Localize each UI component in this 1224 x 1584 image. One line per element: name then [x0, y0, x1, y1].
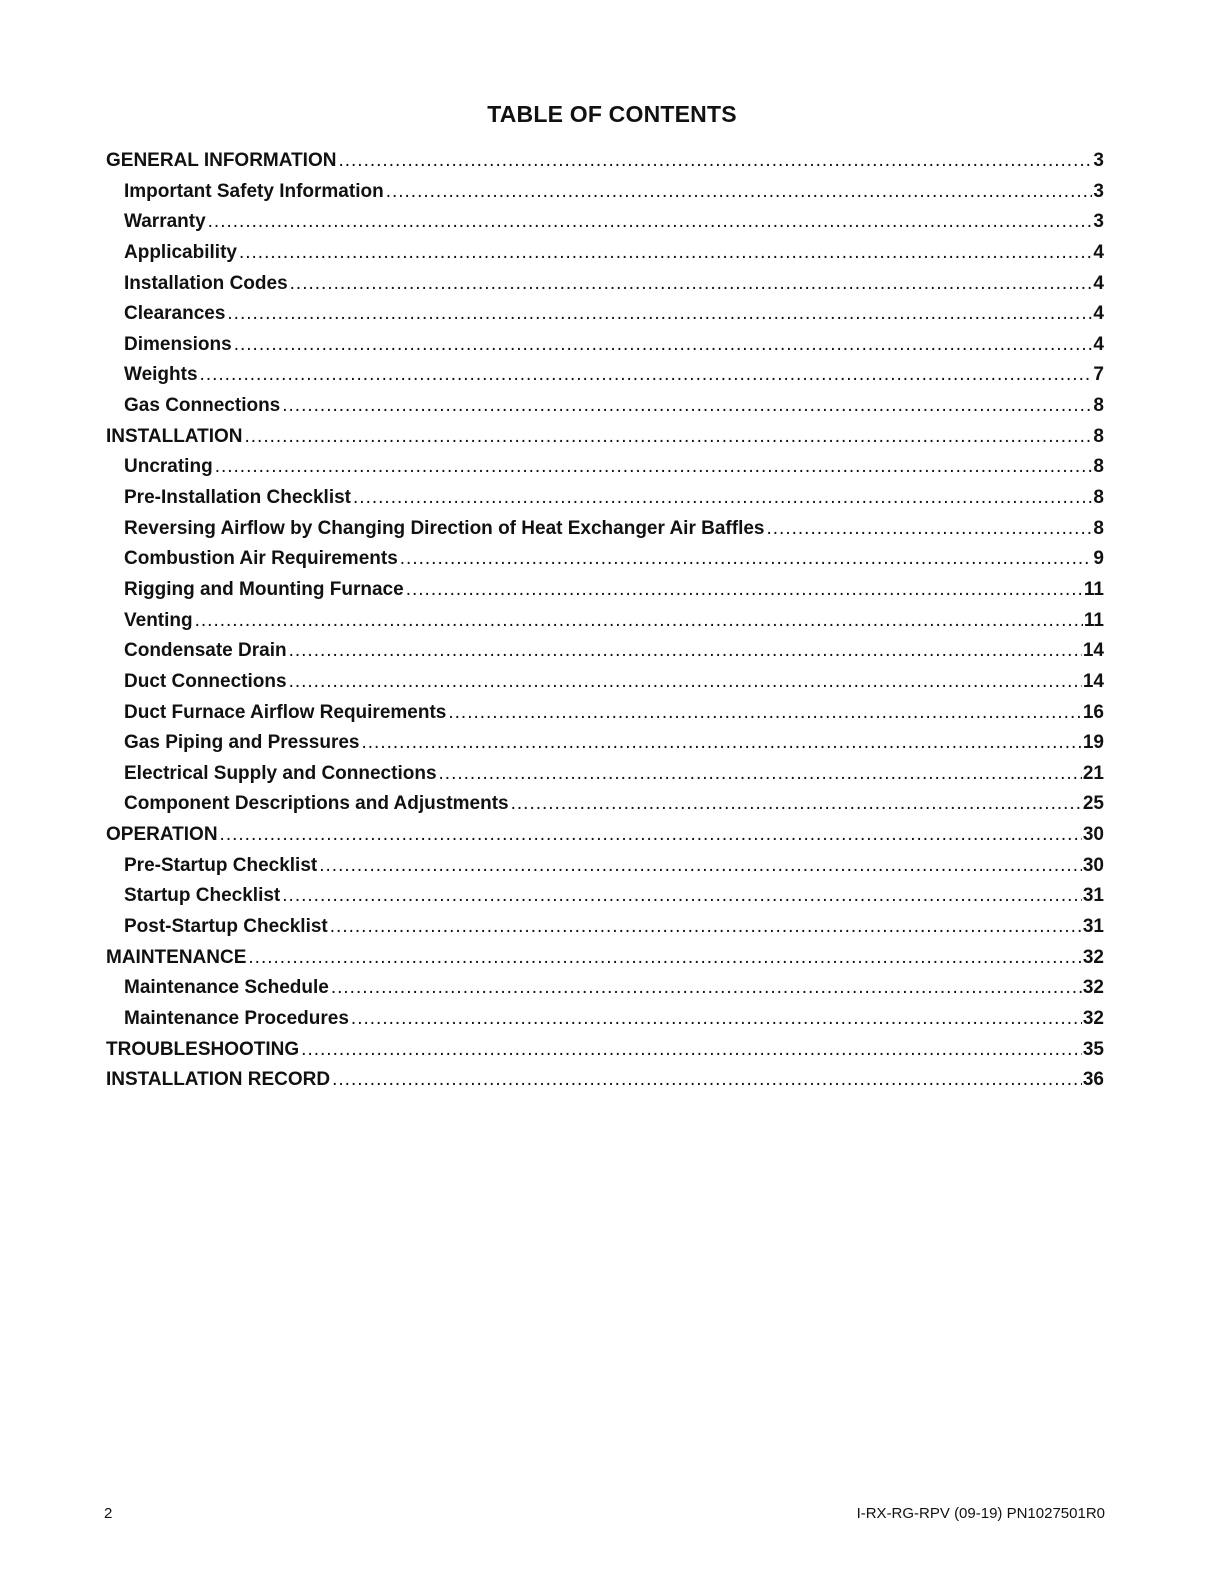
toc-entry-page: 35 — [1082, 1038, 1104, 1060]
toc-entry-troubleshooting[interactable] — [106, 1039, 1104, 1070]
toc-entry-dimensions[interactable] — [106, 334, 1104, 365]
dot-leader — [400, 548, 1093, 570]
toc-entry-label: Dimensions — [124, 333, 232, 355]
toc-entry-page: 31 — [1082, 885, 1104, 907]
toc-entry-page: 31 — [1082, 916, 1104, 938]
toc-entry-label: Electrical Supply and Connections — [124, 762, 437, 784]
toc-entry-rigging-and-mounting-furnace[interactable] — [106, 579, 1104, 610]
toc-entry-page: 32 — [1082, 1007, 1104, 1029]
dot-leader — [289, 640, 1082, 662]
dot-leader — [239, 242, 1092, 264]
toc-entry-page: 7 — [1093, 364, 1104, 386]
dot-leader — [361, 732, 1081, 754]
toc-entry-label: Uncrating — [124, 456, 213, 478]
dot-leader — [290, 273, 1093, 295]
toc-entry-important-safety-information[interactable] — [106, 181, 1104, 212]
toc-entry-page: 30 — [1082, 854, 1104, 876]
toc-entry-label: Maintenance Schedule — [124, 977, 329, 999]
toc-entry-duct-furnace-airflow-requirements[interactable] — [106, 702, 1104, 733]
dot-leader — [289, 671, 1082, 693]
toc-entry-label: Reversing Airflow by Changing Direction of Heat Exchanger Air Baffles — [124, 517, 765, 539]
toc-entry-installation-codes[interactable] — [106, 273, 1104, 304]
toc-entry-page: 8 — [1093, 456, 1104, 478]
toc-entry-installation-record[interactable] — [106, 1069, 1104, 1100]
toc-entry-label: Rigging and Mounting Furnace — [124, 578, 404, 600]
toc-entry-duct-connections[interactable] — [106, 671, 1104, 702]
toc-entry-label: OPERATION — [106, 824, 218, 846]
toc-entry-label: Applicability — [124, 241, 237, 263]
dot-leader — [248, 947, 1081, 969]
toc-entry-page: 4 — [1093, 241, 1104, 263]
toc-entry-page: 32 — [1082, 946, 1104, 968]
dot-leader — [301, 1039, 1082, 1061]
dot-leader — [353, 487, 1092, 509]
toc-entry-installation[interactable] — [106, 426, 1104, 457]
toc-entry-maintenance-schedule[interactable] — [106, 977, 1104, 1008]
toc-entry-label: Gas Connections — [124, 395, 281, 417]
page-title: TABLE OF CONTENTS — [487, 101, 737, 127]
toc-entry-label: Gas Piping and Pressures — [124, 732, 360, 754]
toc-entry-page: 4 — [1093, 303, 1104, 325]
toc-entry-label: Startup Checklist — [124, 885, 281, 907]
toc-entry-page: 8 — [1093, 487, 1104, 509]
dot-leader — [220, 824, 1082, 846]
toc-entry-label: Venting — [124, 609, 193, 631]
toc-entry-page: 11 — [1083, 578, 1104, 600]
toc-entry-weights[interactable] — [106, 364, 1104, 395]
dot-leader — [448, 702, 1082, 724]
toc-entry-page: 16 — [1082, 701, 1104, 723]
toc-entry-label: INSTALLATION — [106, 425, 243, 447]
toc-entry-page: 32 — [1082, 977, 1104, 999]
toc-entry-uncrating[interactable] — [106, 456, 1104, 487]
dot-leader — [767, 518, 1093, 540]
dot-leader — [332, 1069, 1082, 1091]
toc-entry-label: Clearances — [124, 303, 226, 325]
toc-entry-page: 4 — [1093, 333, 1104, 355]
dot-leader — [319, 855, 1082, 877]
toc-entry-page: 36 — [1082, 1069, 1104, 1091]
dot-leader — [331, 977, 1082, 999]
toc-entry-page: 4 — [1093, 272, 1104, 294]
toc-entry-page: 9 — [1093, 548, 1104, 570]
toc-entry-label: Pre-Startup Checklist — [124, 854, 318, 876]
toc-entry-page: 14 — [1082, 640, 1104, 662]
dot-leader — [439, 763, 1082, 785]
toc-entry-post-startup-checklist[interactable] — [106, 916, 1104, 947]
toc-entry-label: Installation Codes — [124, 272, 288, 294]
toc-entry-general-information[interactable] — [106, 150, 1104, 181]
toc-entry-page: 14 — [1082, 670, 1104, 692]
toc-entry-component-descriptions-and-adjustments[interactable] — [106, 793, 1104, 824]
toc-entry-label: Duct Connections — [124, 670, 287, 692]
dot-leader — [227, 303, 1092, 325]
toc-entry-label: INSTALLATION RECORD — [106, 1069, 331, 1091]
toc-entry-startup-checklist[interactable] — [106, 885, 1104, 916]
toc-entry-gas-piping-and-pressures[interactable] — [106, 732, 1104, 763]
toc-entry-reversing-airflow[interactable] — [106, 518, 1104, 549]
dot-leader — [245, 426, 1093, 448]
footer-document-id: I-RX-RG-RPV (09-19) PN1027501R0 — [856, 1505, 1105, 1522]
dot-leader — [208, 211, 1093, 233]
toc-entry-label: GENERAL INFORMATION — [106, 150, 337, 171]
toc-entry-page: 3 — [1093, 150, 1104, 171]
toc-entry-gas-connections[interactable] — [106, 395, 1104, 426]
toc-entry-page: 30 — [1082, 824, 1104, 846]
dot-leader — [282, 395, 1092, 417]
toc-entry-page: 3 — [1093, 180, 1104, 202]
toc-entry-operation[interactable] — [106, 824, 1104, 855]
toc-entry-pre-startup-checklist[interactable] — [106, 855, 1104, 886]
toc-entry-clearances[interactable] — [106, 303, 1104, 334]
dot-leader — [406, 579, 1083, 601]
dot-leader — [351, 1008, 1082, 1030]
toc-entry-venting[interactable] — [106, 610, 1104, 641]
toc-entry-page: 11 — [1083, 609, 1104, 631]
dot-leader — [386, 181, 1093, 203]
toc-entry-page: 19 — [1082, 732, 1104, 754]
toc-entry-combustion-air-requirements[interactable] — [106, 548, 1104, 579]
table-of-contents — [106, 150, 1104, 1100]
toc-entry-page: 8 — [1093, 425, 1104, 447]
toc-entry-label: Important Safety Information — [124, 180, 384, 202]
dot-leader — [215, 456, 1093, 478]
toc-entry-page: 25 — [1082, 793, 1104, 815]
dot-leader — [330, 916, 1082, 938]
toc-entry-label: Condensate Drain — [124, 640, 287, 662]
toc-entry-label: Pre-Installation Checklist — [124, 487, 352, 509]
footer-page-number: 2 — [104, 1505, 113, 1522]
toc-entry-maintenance[interactable] — [106, 947, 1104, 978]
toc-entry-label: Duct Furnace Airflow Requirements — [124, 701, 447, 723]
dot-leader — [282, 885, 1082, 907]
toc-entry-pre-installation-checklist[interactable] — [106, 487, 1104, 518]
toc-entry-maintenance-procedures[interactable] — [106, 1008, 1104, 1039]
toc-entry-label: TROUBLESHOOTING — [106, 1038, 300, 1060]
toc-entry-label: Combustion Air Requirements — [124, 548, 398, 570]
toc-entry-condensate-drain[interactable] — [106, 640, 1104, 671]
toc-entry-label: MAINTENANCE — [106, 946, 247, 968]
toc-entry-label: Maintenance Procedures — [124, 1007, 349, 1029]
toc-entry-label: Component Descriptions and Adjustments — [124, 793, 509, 815]
dot-leader — [195, 610, 1083, 632]
toc-entry-warranty[interactable] — [106, 211, 1104, 242]
toc-entry-page: 3 — [1093, 211, 1104, 233]
toc-entry-label: Weights — [124, 364, 198, 386]
toc-entry-applicability[interactable] — [106, 242, 1104, 273]
toc-entry-label: Post-Startup Checklist — [124, 916, 328, 938]
toc-entry-page: 21 — [1082, 762, 1104, 784]
dot-leader — [234, 334, 1093, 356]
toc-entry-label: Warranty — [124, 211, 206, 233]
toc-entry-page: 8 — [1093, 517, 1104, 539]
dot-leader — [338, 150, 1092, 172]
toc-entry-page: 8 — [1093, 395, 1104, 417]
dot-leader — [200, 364, 1093, 386]
dot-leader — [511, 793, 1082, 815]
toc-entry-electrical-supply-and-connections[interactable] — [106, 763, 1104, 794]
